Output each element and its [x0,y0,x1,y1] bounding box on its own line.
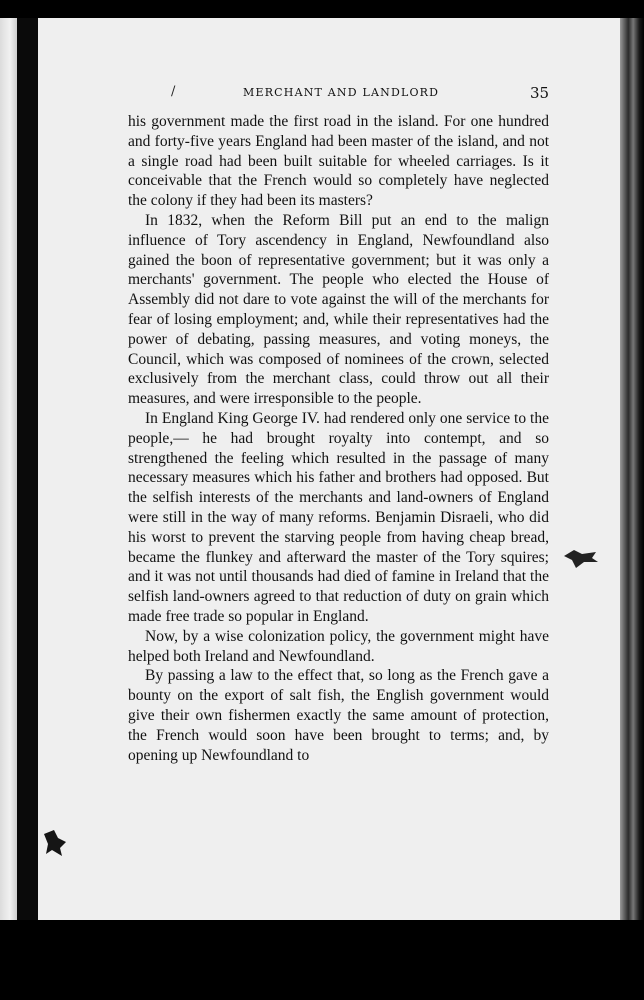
page-body-text [128,112,549,765]
paragraph: In 1832, when the Reform Bill put an end to the malign influence of Tory ascendency in England, Newfoundland also gained the boon of representative government; but it was only a merchants' government. The people who elected the House of Assembly did not dare to vote against the will of the merchants for fear of losing employment; and, while their representatives had the power of debating, passing measures, and voting moneys, the Council, which was composed of nominees of the crown, selected exclusively from the merchant class, could throw out all their measures, and were irresponsible to the people. [128,211,549,408]
ink-blot-mark [40,828,68,858]
scan-bottom-border [0,920,644,1000]
paragraph: his government made the first road in the island. For one hundred and forty-five years England had been master of the island, and not a single road had been built suitable for wheeled carriages. Is it conceivable that the French would so completely have neglected the colony if they had been its masters? [128,113,549,210]
running-head: MERCHANT AND LANDLORD [243,86,440,99]
paragraph: By passing a law to the effect that, so long as the French gave a bounty on the export of salt fish, the English government would give their own fishermen exactly the same amount of protection, the French would soon have been brought to terms; and, by opening up Newfoundland to [128,667,549,764]
facing-page-edge [0,18,17,920]
page-fore-edge [620,18,644,920]
paragraph: Now, by a wise colonization policy, the government might have helped both Ireland and Newfoundland. [128,627,549,665]
page-header [38,84,620,104]
paragraph: In England King George IV. had rendered only one service to the people,— he had brought royalty into contempt, and so strengthened the feeling which resulted in the passage of many necessary measures which his father and brothers had opposed. But the selfish interests of the merchants and land-owners of England were still in the way of many reforms. Benjamin Disraeli, who did his worst to prevent the starving people from having cheap bread, became the flunkey and afterward the master of the Tory squires; and it was not until thousands had died of famine in Ireland that the selfish land-owners agreed to that reduction of duty on grain which made free trade so popular in England. [128,409,549,625]
scan-top-border [0,0,644,18]
margin-ink-mark [562,546,600,570]
header-mark: / [171,84,176,99]
book-gutter [17,18,38,920]
page-number: 35 [530,84,550,102]
